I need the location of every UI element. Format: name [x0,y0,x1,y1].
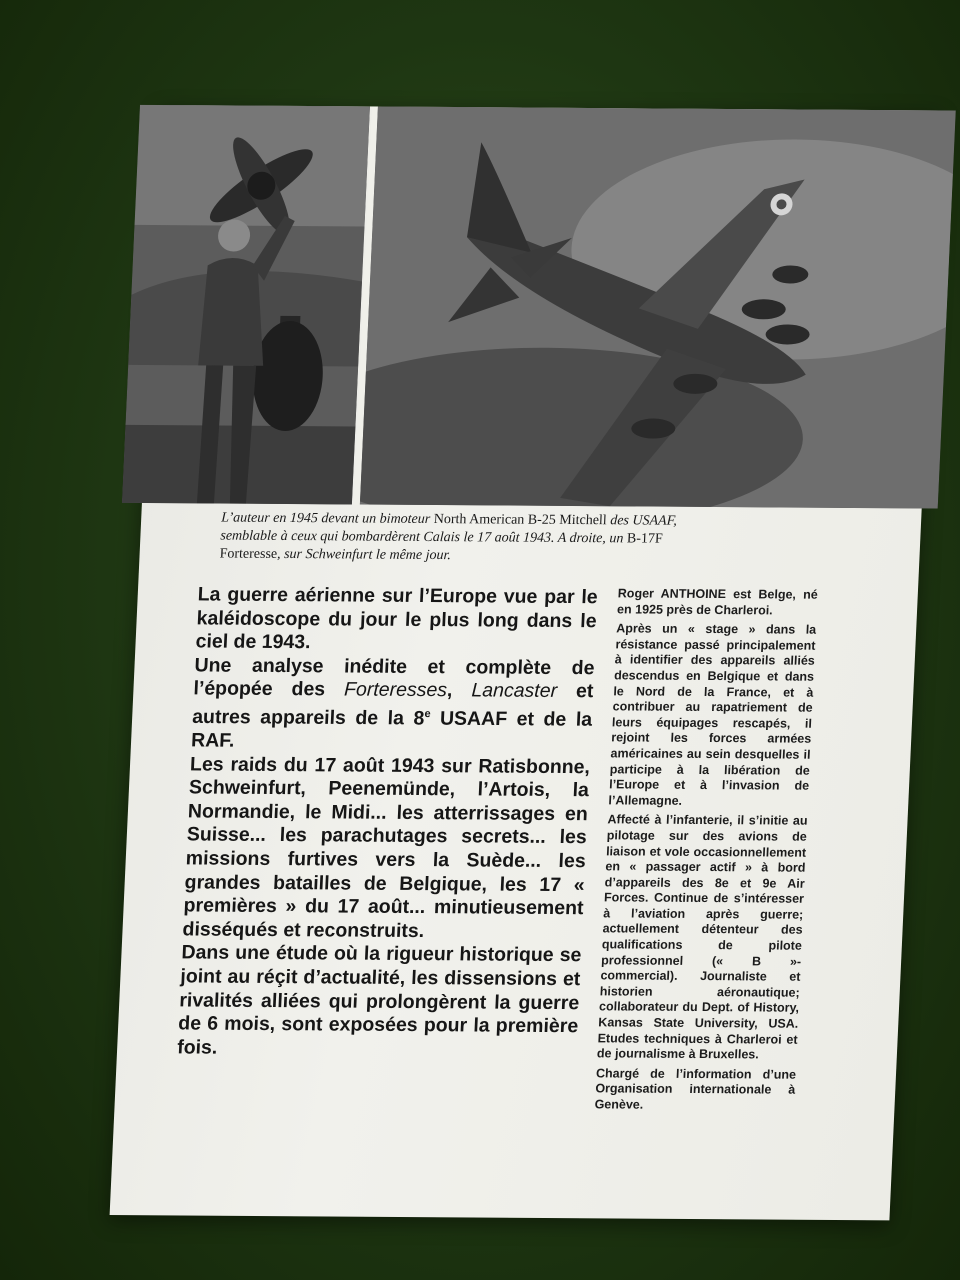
author-photo-illustration [122,105,370,505]
author-bio [594,586,818,1118]
caption-text: , sur Schweinfurt le même jour. [276,546,452,564]
caption-forteresse: Forteresse [219,546,278,562]
main-blurb [177,583,599,1062]
caption-aircraft-b17: B-17F [626,531,664,547]
caption-text: des USAAF, [606,513,678,529]
blurb-text: , [446,679,472,702]
caption-text: L’auteur en 1945 devant un bimoteur [220,510,435,528]
blurb-paragraph-2 [191,654,595,756]
blurb-paragraph-3: Les raids du 17 août 1943 sur Ratisbonne, Schweinfurt, Peenemünde, l’Artois, la Normandie, le Midi... les atterrissages en Suisse... les parachutages secrets... les missions furtives vers la Suède... les grandes batailles de Belgique, les 17 « premières » du 17 août... minutieusement disséqués et reconstruits. [182,753,591,942]
blurb-text: et autres appareils de la 8 [191,680,594,730]
caption-aircraft-b25: North American B-25 Mitchell [433,512,608,529]
blurb-text: USAAF et de la RAF. [190,707,593,752]
b17-photo-illustration [360,107,956,509]
blurb-forteresses: Forteresses [343,678,448,702]
caption-text: semblable à ceux qui bombardèrent Calais le 17 août 1943. A droite, un [220,528,628,547]
bio-paragraph-4: Chargé de l’information d’une Organisation internationale à Genève. [594,1066,797,1112]
blurb-paragraph-1: La guerre aérienne sur l’Europe vue par le kaléidoscope du jour le plus long dans le ciel de 1943. [195,583,599,654]
blurb-lancaster: Lancaster [470,679,558,703]
photo-caption [219,510,841,568]
photo-b17-in-flight [360,107,956,509]
book-back-cover [110,105,940,1220]
bio-paragraph-1: Roger ANTHOINE est Belge, né en 1925 près de Charleroi. [616,586,819,618]
bio-paragraph-2: Après un « stage » dans la résistance passé principalement à identifier des appareils alliés descendus en Belgique et dans le Nord de la France, et à contribuer au rapatriement de leurs équipages rescapés, il rejoint les forces armées américaines au sein desquelles il participe à la libération de l’Europe et à l’invasion de l’Allemagne. [608,621,817,808]
photo-author-with-b25 [122,105,370,505]
blurb-paragraph-4: Dans une étude où la rigueur historique se joint au réçit d’actualité, les dissensions et rivalités alliées qui prolongèrent la guerre de 6 mois, sont exposées pour la première fois. [176,941,582,1059]
bio-paragraph-3: Affecté à l’infanterie, il s’initie au pilotage sur des avions de liaison et vole occasionnellement en « passager actif » à bord d’appareils des 8e et 9e Air Forces. Continue de s’intéresser à l’aviation après guerre; actuellement détenteur des qualifications de pilote professionnel (« B »-commercial). Journaliste et historien aéronautique; collaborateur du Dept. of History, Kansas State University, USA. Etudes techniques à Charleroi et de journalisme à Bruxelles. [596,812,808,1062]
blurb-text: Une analyse inédite et complète de l’épopée des [192,654,595,701]
blurb-superscript: e [424,707,431,721]
